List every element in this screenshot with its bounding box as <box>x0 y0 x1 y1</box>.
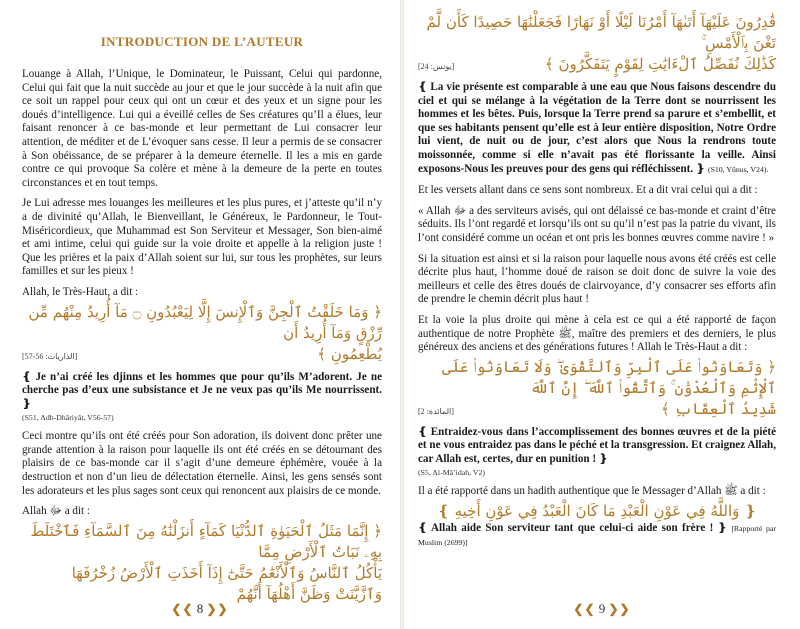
paragraph: Allah, le Très-Haut, a dit : <box>22 285 139 298</box>
arabic-verse: شَدِيدُ ٱلْعِقَابِ ﴾ <box>660 399 776 418</box>
paragraph: Allah ﷻ a dit : <box>22 505 90 518</box>
verse-translation: ❴ Je n’ai créé les djinns et les hommes que pour qu’ils M’adorent. Je ne cherche pas d’eux une subsistance et Je ne veux pas qu’ils Me nourrissent. ❵ <box>22 370 382 410</box>
translation-text: ❴ Allah aide Son serviteur tant que celui-ci aide son frère ! ❵ <box>418 522 727 535</box>
verse-line <box>418 54 776 75</box>
verse-line <box>418 399 776 420</box>
ornament-icon: ❯❯ <box>206 602 229 616</box>
page-number-value: 8 <box>196 601 204 616</box>
paragraph: Et les versets allant dans ce sens sont nombreux. Et a dit vrai celui qui a dit : <box>418 184 758 197</box>
translation-reference: (S51, Adh-Dhâriyât, V56-57) <box>22 413 114 423</box>
page-number <box>0 601 400 617</box>
paragraph: Et la voie la plus droite qui mène à cela est ce qui a été rapporté de façon authentique de notre Prophète ﷺ, maître des premiers et des derniers, le plus généreux des anciens et des générations futures ! Allah le Très-Haut a dit : <box>418 313 776 354</box>
ornament-icon: ❮❮ <box>573 602 596 616</box>
hadith-translation <box>418 522 776 549</box>
translation-text: ❴ La vie présente est comparable à une eau que Nous faisons descendre du ciel et qui se mélange à la végétation de la Terre dont se nourrissent les hommes et les bêtes. Puis, lorsque la Terre prend sa parure et s’embellit, et que ses habitants pensent qu’elle est à leur entière disposition, Notre Ordre lui vient, de nuit ou de jour, c’est alors que Nous la rendrons toute moissonnée, comme si elle n’avait pas été florissante la veille. Ainsi exposons-Nous les preuves pour des gens qui réfléchissent. ❵ <box>418 81 776 175</box>
page-number-value: 9 <box>598 601 606 616</box>
paragraph: Si la situation est ainsi et si la raison pour laquelle nous avons été créés est celle décrite plus haut, l’homme doué de raison se doit donc de suivre la voie des meilleurs et celle des êtres doués de clairvoyance, d’y consacrer ses efforts afin de prendre le chemin décrit plus haut ! <box>418 252 776 306</box>
arabic-verse: قَٰدِرُونَ عَلَيْهَآ أَتَىٰهَآ أَمْرُنَا لَيْلًا أَوْ نَهَارًا فَجَعَلْنَٰهَا حَصِيدًا كَأَن لَّمْ تَغْنَ بِٱلْأَمْسِ ۚ <box>426 13 776 52</box>
paragraph: Louange à Allah, l’Unique, le Dominateur, le Puissant, Celui qui pardonne, Celui qui fait que la nuit succède au jour et que le jour succède à la nuit afin que ce soit un rappel pour ceux qui ont un cœur et des yeux et un signe pour les doués d’intelligence. Lui qui a éveillé celles de Ses créatures qu’Il a élues, leur faisant renoncer à ce bas-monde et leur permettant de Lui consacrer leur attention, de méditer et de L’évoquer sans cesse. Il leur a permis de se consacrer à Son obéissance, de se préparer à la demeure éternelle. Il les a mis en garde contre ce qui provoque Sa colère et mène à la demeure de la perte en toutes circonstances et en tout temps. <box>22 68 382 189</box>
translation-reference: (S10, Yûnus, V24). <box>707 164 769 174</box>
page-number <box>404 601 800 617</box>
verse-translation <box>418 81 776 176</box>
verse-line <box>22 344 382 365</box>
translation-reference: (S5, Al-Mâ’idah, V2) <box>418 468 485 478</box>
arabic-verse: ﴿ وَمَا خَلَقْتُ ٱلْجِنَّ وَٱلْإِنسَ إِلَّا لِيَعْبُدُونِ ۝ مَآ أُرِيدُ مِنْهُم مِّن رِّزْقٍ وَمَآ أُرِيدُ أَن <box>28 302 382 342</box>
arabic-verse: ﴿ وَتَعَاوَنُوا۟ عَلَى ٱلْبِرِّ وَٱلتَّقْوَىٰ ۖ وَلَا تَعَاوَنُوا۟ عَلَى ٱلْإِثْمِ وَٱلْعُدْوَٰنِ ۚ وَٱتَّقُوا۟ ٱللَّهَ ۖ إِنَّ ٱللَّهَ <box>441 357 776 397</box>
arabic-verse: كَذَٰلِكَ نُفَصِّلُ ٱلْءَايَٰتِ لِقَوْمٍ يَتَفَكَّرُونَ ﴾ <box>544 55 776 73</box>
verse-reference: [يونس: 24] <box>418 62 455 71</box>
verse-translation: ❴ Entraidez-vous dans l’accomplissement des bonnes œuvres et de la piété et ne vous entraidez pas dans le péché et la transgression. Et craignez Allah, car Allah est, certes, dur en punition ! ❵ <box>418 425 776 465</box>
ornament-icon: ❮❮ <box>171 602 194 616</box>
hadith-reference: [Rapporté par Muslim (2699)] <box>418 524 776 547</box>
paragraph: Je Lui adresse mes louanges les meilleures et les plus pures, et j’atteste qu’il n’y a de divinité qu’Allah, le Bienveillant, le Généreux, le Pardonneur, le Tout-Miséricordieux, que Muhammad est Son Serviteur et Messager, Son bien-aimé et ami intime, celui qui guide sur la voie droite et appelle à la religion juste ! Que les prières et la paix d’Allah soient sur lui, sur tous les prophètes, sur leurs familles et sur les pieux ! <box>22 197 382 278</box>
right-page <box>404 0 800 629</box>
arabic-verse: يَأْكُلُ ٱلنَّاسُ وَٱلْأَنْعَٰمُ حَتَّىٰٓ إِذَآ أَخَذَتِ ٱلْأَرْضُ زُخْرُفَهَا وَٱزَّيَّنَتْ وَظَنَّ أَهْلُهَآ أَنَّهُمْ <box>71 563 382 603</box>
paragraph: « Allah ﷻ a des serviteurs avisés, qui ont délaissé ce bas-monde et craint d’être séduits. Ils l’ont regardé et lorsqu’ils ont su qu’il n’est pas la patrie du vivant, ils l’ont considéré comme un océan et ont pris les bonnes œuvres comme navire ! » <box>418 204 776 244</box>
arabic-verse: ﴿ إِنَّمَا مَثَلُ ٱلْحَيَوٰةِ ٱلدُّنْيَا كَمَآءٍ أَنزَلْنَٰهُ مِنَ ٱلسَّمَآءِ فَٱخْتَلَطَ بِهِۦ نَبَاتُ ٱلْأَرْضِ مِمَّا <box>30 521 382 561</box>
verse-reference: [المائدة: 2] <box>418 406 454 416</box>
paragraph: Ceci montre qu’ils ont été créés pour Son adoration, ils doivent donc prêter une grande attention à la raison pour laquelle ils ont été créés en se détournant des plaisirs de ce bas-monde car il s’agit d’une demeure éphémère, vouée à la destruction et non d’un lieu de délectation éternelle. Ainsi, les gens sensés sont les adorateurs et les plus sages sont ceux qui renoncent aux plaisirs de ce monde. <box>22 430 382 497</box>
arabic-verse: يُطْعِمُونِ ﴾ <box>317 344 382 363</box>
verse-reference: [الذاريات: 56-57] <box>22 351 78 361</box>
ornament-icon: ❯❯ <box>608 602 631 616</box>
page-title: INTRODUCTION DE L’AUTEUR <box>100 34 304 49</box>
arabic-hadith: ❴ وَاللَّهُ فِي عَوْنِ الْعَبْدِ مَا كَانَ الْعَبْدُ فِي عَوْنِ أَخِيهِ ❵ <box>437 502 757 521</box>
paragraph: Il a été rapporté dans un hadith authentique que le Messager d’Allah ﷺ a dit : <box>418 485 766 498</box>
